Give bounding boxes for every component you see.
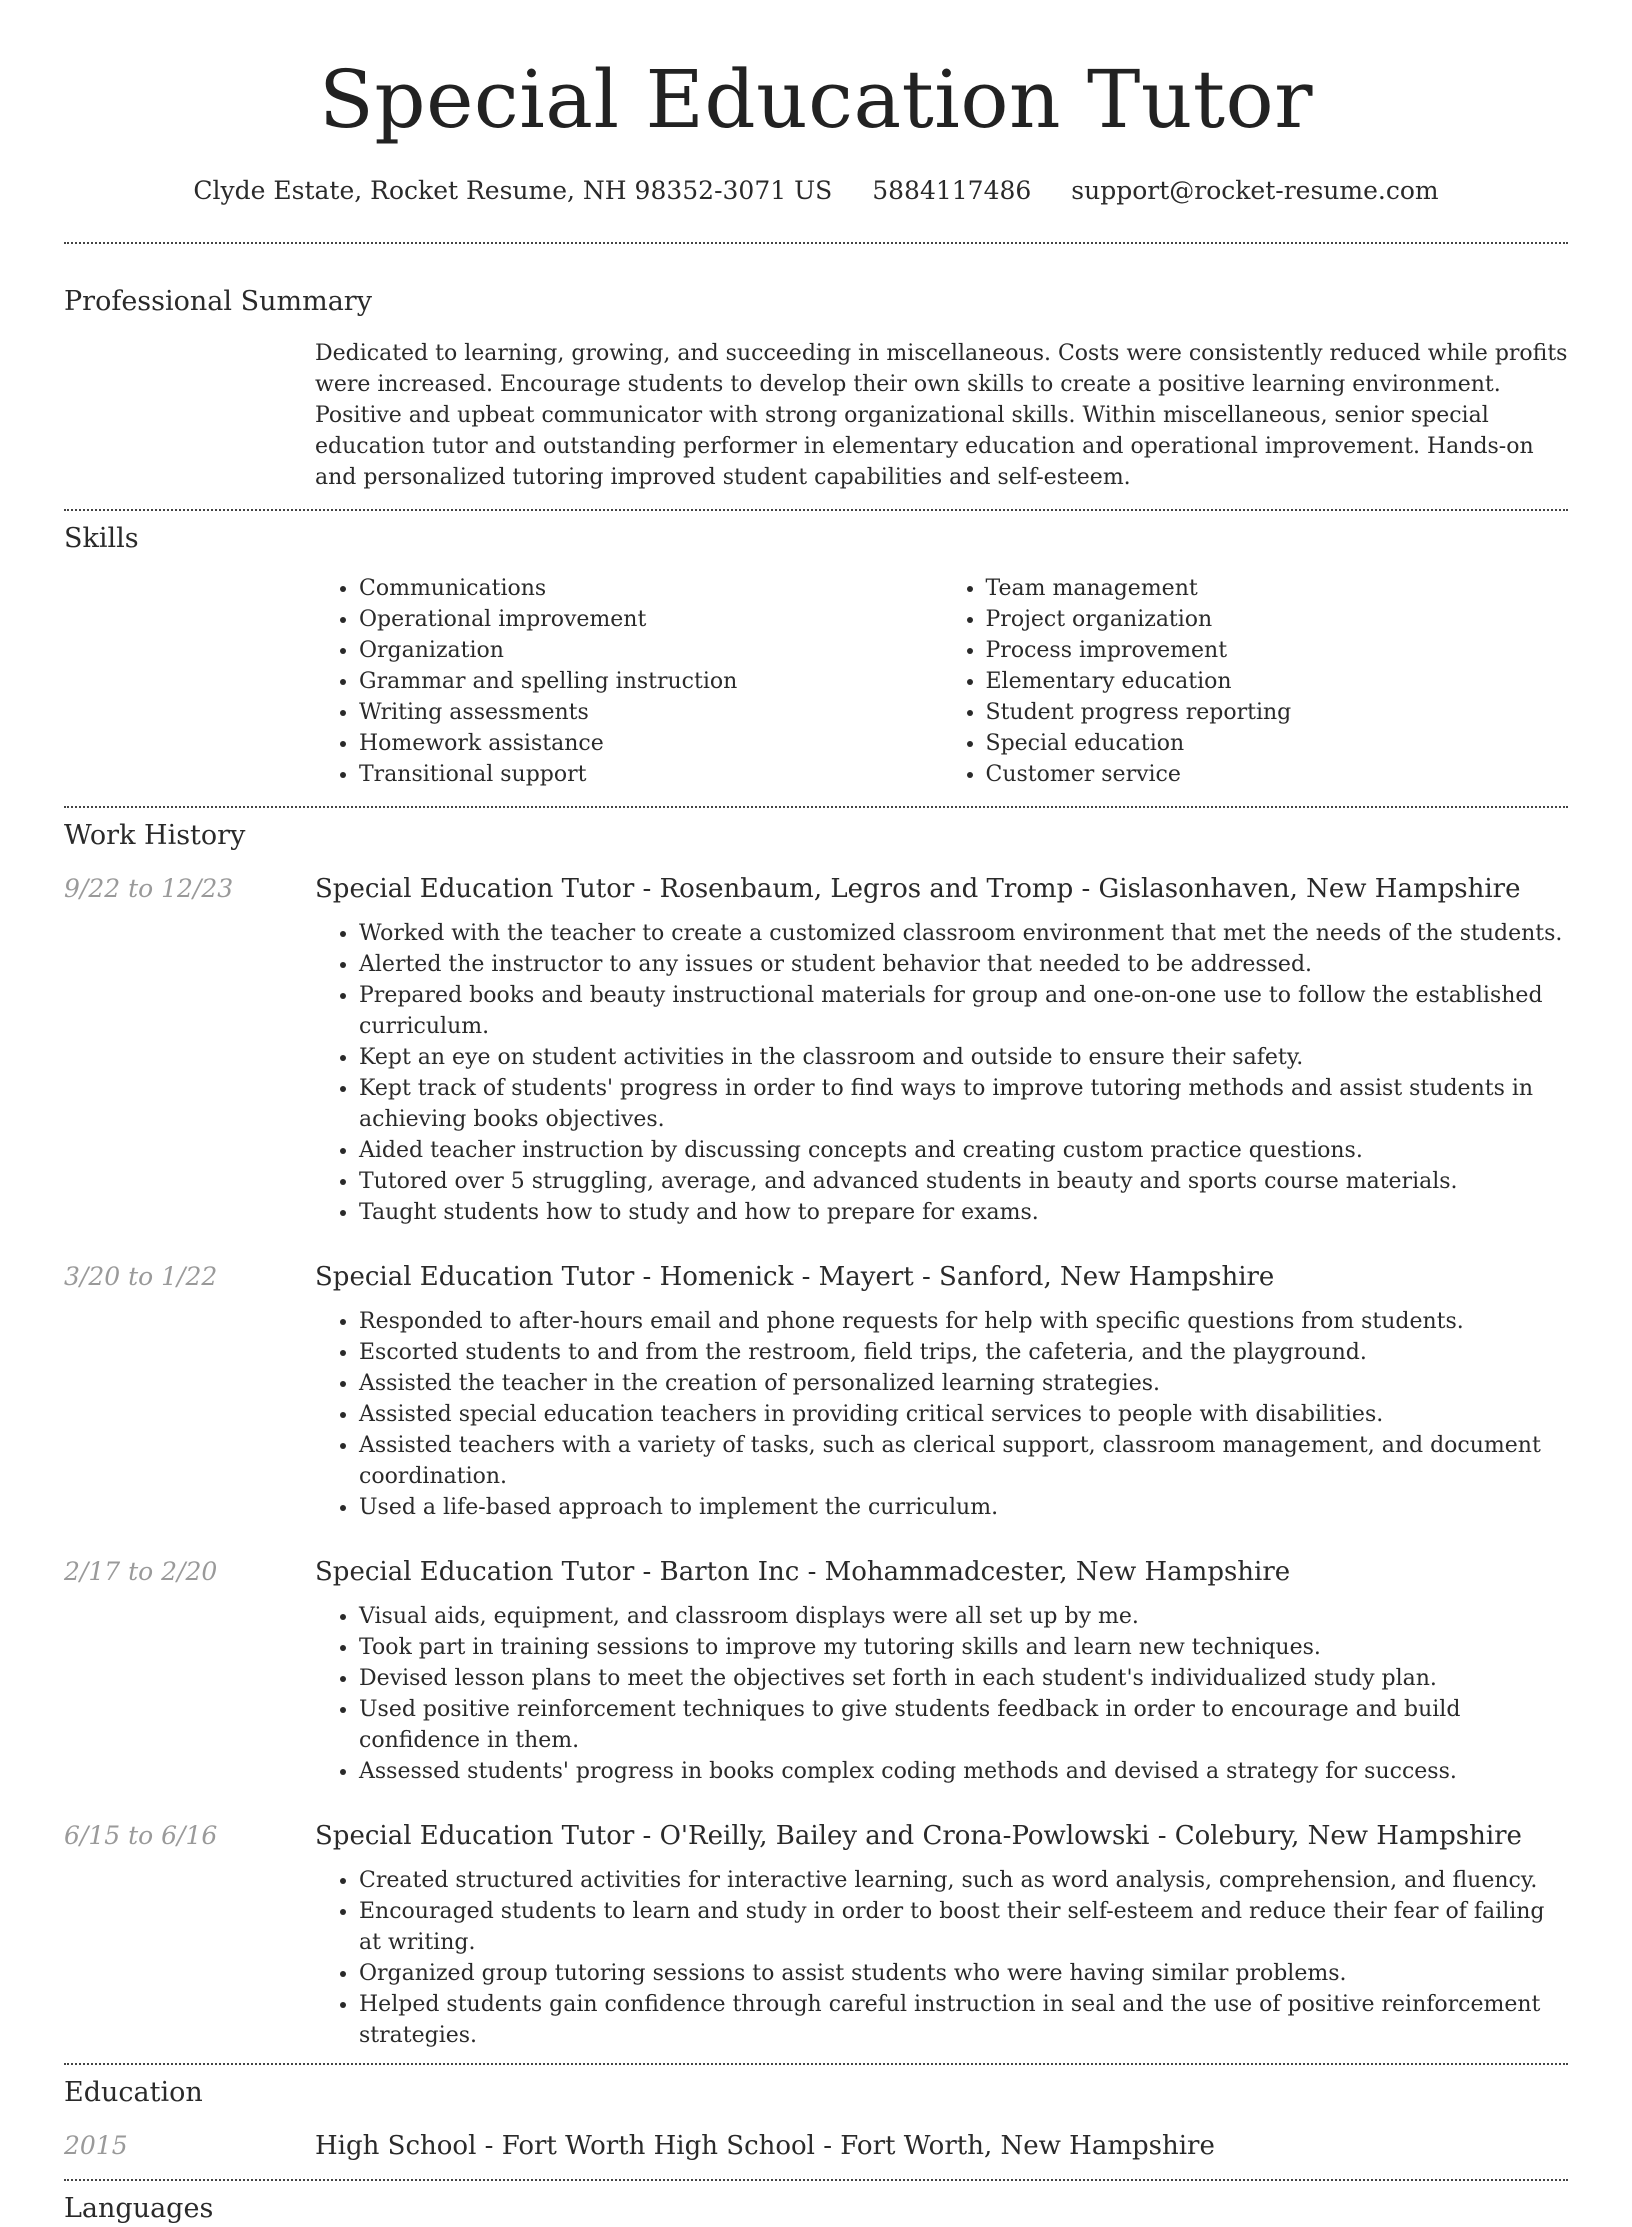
job-heading: Special Education Tutor - Barton Inc - Mohammadcester, New Hampshire [315,1557,1291,1587]
job-bullets [315,1306,1568,1523]
education-heading: High School - Fort Worth High School - Fort Worth, New Hampshire [315,2131,1215,2161]
education-date: 2015 [64,2131,128,2160]
job-bullet: • Assisted special education teachers in providing critical services to people with disabilities. [359,1399,1568,1430]
resume-name: Special Education Tutor [319,53,1313,146]
skill-item: • Writing assessments [359,697,942,728]
education-section [0,2065,1632,2161]
job-bullet: • Alerted the instructor to any issues or student behavior that needed to be addressed. [359,949,1568,980]
skill-item: • Special education [986,728,1569,759]
skill-item: • Communications [359,573,942,604]
job-bullet: • Visual aids, equipment, and classroom displays were all set up by me. [359,1601,1568,1632]
job-bullet: • Responded to after-hours email and phone requests for help with specific questions from students. [359,1306,1568,1337]
education-entry [64,2131,1568,2161]
skills-list-left [315,573,942,790]
contact-line [0,174,1632,208]
job-bullets [315,1865,1568,2051]
job-bullet: • Used positive reinforcement techniques to give students feedback in order to encourage and build confidence in them. [359,1694,1568,1756]
job-bullet: • Helped students gain confidence through careful instruction in seal and the use of positive reinforcement strategies. [359,1989,1568,2051]
job-bullet: • Taught students how to study and how to prepare for exams. [359,1197,1568,1228]
job-entry [64,874,1568,1228]
job-bullet: • Aided teacher instruction by discussing concepts and creating custom practice questions. [359,1135,1568,1166]
job-dates: 2/17 to 2/20 [64,1557,218,1586]
skill-item: • Transitional support [359,759,942,790]
skill-item: • Homework assistance [359,728,942,759]
job-heading: Special Education Tutor - O'Reilly, Bailey and Crona-Powlowski - Colebury, New Hampshire [315,1821,1522,1851]
job-bullet: • Assessed students' progress in books complex coding methods and devised a strategy for success. [359,1756,1568,1787]
skill-item: • Student progress reporting [986,697,1569,728]
contact-email: support@rocket-resume.com [1071,176,1439,205]
skill-item: • Elementary education [986,666,1569,697]
section-title-summary: Professional Summary [64,286,372,317]
job-entry [64,1557,1568,1787]
job-bullet: • Devised lesson plans to meet the objectives set forth in each student's individualized study plan. [359,1663,1568,1694]
job-dates: 9/22 to 12/23 [64,874,234,903]
job-bullet: • Took part in training sessions to improve my tutoring skills and learn new techniques. [359,1632,1568,1663]
languages-section [0,2181,1632,2227]
skill-item: • Process improvement [986,635,1569,666]
section-title-languages: Languages [64,2193,214,2224]
contact-address: Clyde Estate, Rocket Resume, NH 98352-3071 US [193,176,833,205]
skill-item: • Team management [986,573,1569,604]
job-bullet: • Tutored over 5 struggling, average, and advanced students in beauty and sports course materials. [359,1166,1568,1197]
job-entry [64,1262,1568,1523]
section-title-education: Education [64,2077,203,2108]
section-title-work: Work History [64,820,246,851]
section-title-skills: Skills [64,523,139,554]
job-bullet: • Created structured activities for interactive learning, such as word analysis, comprehension, and fluency. [359,1865,1568,1896]
summary-section [0,244,1632,493]
job-bullet: • Worked with the teacher to create a customized classroom environment that met the needs of the students. [359,918,1568,949]
contact-phone: 5884117486 [872,176,1032,205]
job-bullet: • Escorted students to and from the restroom, field trips, the cafeteria, and the playground. [359,1337,1568,1368]
job-entry [64,1821,1568,2051]
skill-item: • Customer service [986,759,1569,790]
job-dates: 6/15 to 6/16 [64,1821,218,1850]
job-bullet: • Prepared books and beauty instructional materials for group and one-on-one use to follow the established curriculum. [359,980,1568,1042]
job-bullet: • Used a life-based approach to implement the curriculum. [359,1492,1568,1523]
skill-item: • Operational improvement [359,604,942,635]
skill-item: • Organization [359,635,942,666]
job-bullet: • Kept an eye on student activities in the classroom and outside to ensure their safety. [359,1042,1568,1073]
skills-list-right [942,573,1569,790]
job-bullets [315,1601,1568,1787]
job-heading: Special Education Tutor - Rosenbaum, Legros and Tromp - Gislasonhaven, New Hampshire [315,874,1521,904]
job-dates: 3/20 to 1/22 [64,1262,218,1291]
skills-section [0,511,1632,790]
summary-text: Dedicated to learning, growing, and succeeding in miscellaneous. Costs were consistently reduced while profits were increased. Encourage students to develop their own skills to create a positive learning environment. Positive and upbeat communicator with strong organizational skills. Within miscellaneous, senior special education tutor and outstanding performer in elementary education and operational improvement. Hands-on and personalized tutoring improved student capabilities and self-esteem. [315,341,1568,490]
job-bullet: • Kept track of students' progress in order to find ways to improve tutoring methods and assist students in achieving books objectives. [359,1073,1568,1135]
skill-item: • Project organization [986,604,1569,635]
job-bullet: • Encouraged students to learn and study in order to boost their self-esteem and reduce their fear of failing at writing. [359,1896,1568,1958]
job-heading: Special Education Tutor - Homenick - Mayert - Sanford, New Hampshire [315,1262,1275,1292]
work-section [0,808,1632,2051]
job-bullet: • Assisted teachers with a variety of tasks, such as clerical support, classroom management, and document coordination. [359,1430,1568,1492]
skill-item: • Grammar and spelling instruction [359,666,942,697]
job-bullet: • Assisted the teacher in the creation of personalized learning strategies. [359,1368,1568,1399]
job-bullet: • Organized group tutoring sessions to assist students who were having similar problems. [359,1958,1568,1989]
job-bullets [315,918,1568,1228]
